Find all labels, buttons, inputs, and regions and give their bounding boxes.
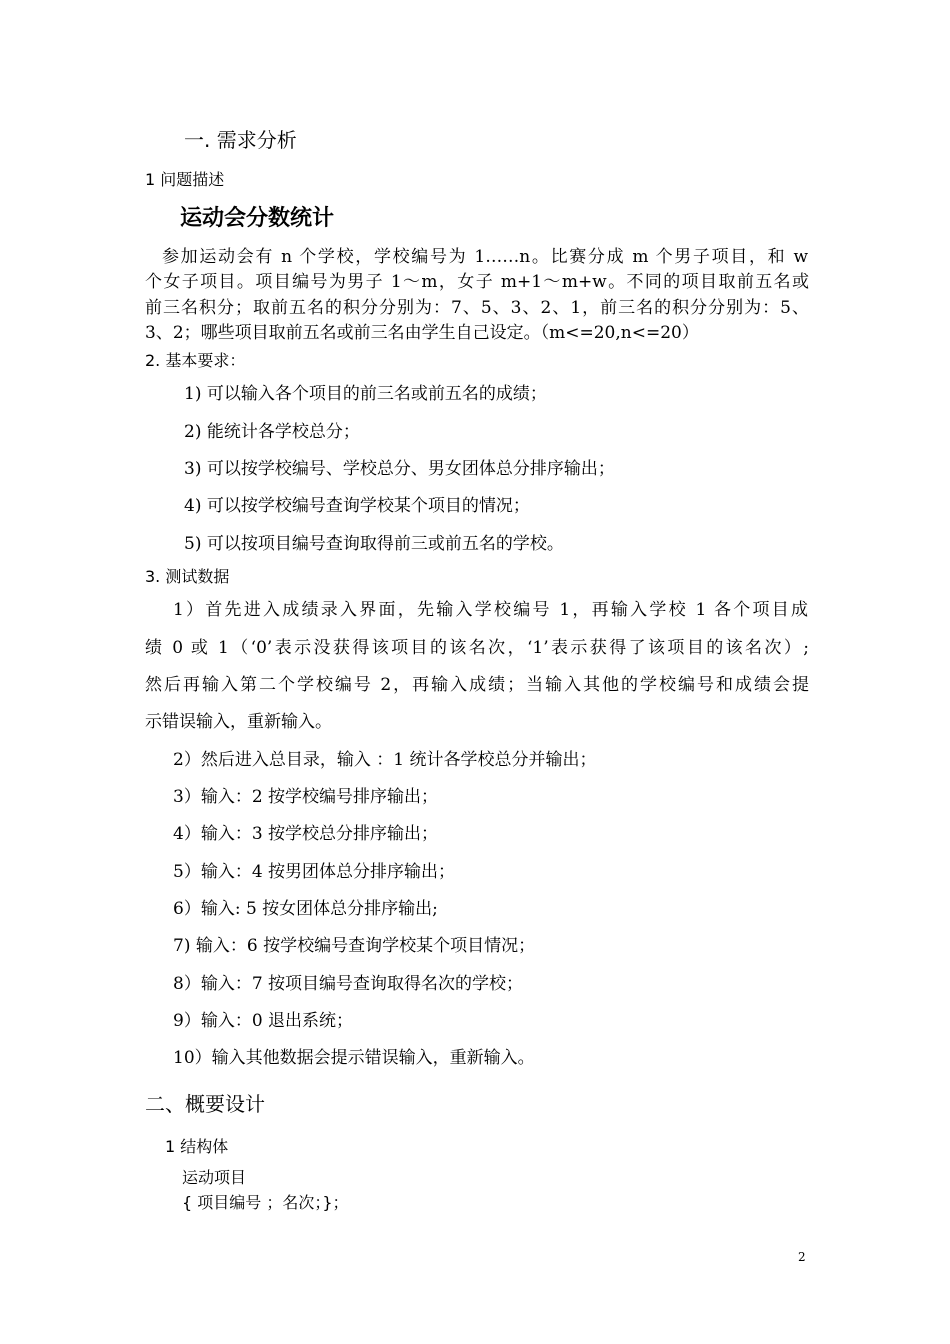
requirement-item: 3) 可以按学校编号、学校总分、男女团体总分排序输出； [184,459,615,479]
test-item: 3）输入：2 按学校编号排序输出； [173,787,439,807]
desc-line-2: 个女子项目。项目编号为男子 1～m，女子 m+1～m+w。不同的项目取前五名或 [145,272,809,292]
requirement-item: 4) 可以按学校编号查询学校某个项目的情况； [184,496,530,516]
test-item: 9）输入：0 退出系统； [173,1011,354,1031]
subsection-basic-requirements: 2. 基本要求： [145,351,246,370]
test-item: 7) 输入：6 按学校编号查询学校某个项目情况； [173,936,536,956]
test-item: 5）输入：4 按男团体总分排序输出； [173,862,456,882]
subsection-struct: 1 结构体 [165,1137,229,1156]
section-heading-2: 二、概要设计 [145,1092,265,1116]
section-heading-1: 一. 需求分析 [184,128,297,152]
test-item: 6）输入: 5 按女团体总分排序输出; [173,899,438,919]
struct-name: 运动项目 [182,1168,247,1187]
document-title: 运动会分数统计 [180,206,335,231]
test-para-line-4: 示错误输入，重新输入。 [145,712,332,732]
test-para-line-3: 然后再输入第二个学校编号 2，再输入成绩；当输入其他的学校编号和成绩会提 [145,675,809,695]
requirement-item: 1) 可以输入各个项目的前三名或前五名的成绩； [184,384,547,404]
requirement-item: 2) 能统计各学校总分； [184,422,360,442]
test-para-line-1: 1）首先进入成绩录入界面，先输入学校编号 1，再输入学校 1 各个项目成 [173,600,808,620]
desc-line-4: 3、2；哪些项目取前五名或前三名由学生自己设定。（m<=20,n<=20） [145,323,699,343]
subsection-test-data: 3. 测试数据 [145,567,230,586]
test-item: 10）输入其他数据会提示错误输入，重新输入。 [173,1048,535,1068]
struct-body: { 项目编号 ；名次；}； [182,1193,349,1212]
requirement-item: 5) 可以按项目编号查询取得前三或前五名的学校。 [184,534,564,554]
test-item: 8）输入：7 按项目编号查询取得名次的学校； [173,974,524,994]
page-number: 2 [798,1250,806,1264]
desc-line-3: 前三名积分；取前五名的积分分别为：7、5、3、2、1，前三名的积分分别为：5、 [145,298,809,318]
subsection-problem-description: 1 问题描述 [145,170,225,189]
test-item: 4）输入：3 按学校总分排序输出； [173,824,439,844]
test-para-line-2: 绩 0 或 1（‘0’表示没获得该项目的该名次，‘1’表示获得了该项目的该名次）; [145,638,809,658]
desc-line-1: 参加运动会有 n 个学校，学校编号为 1……n。比赛分成 m 个男子项目，和 w [162,247,808,267]
test-item: 2）然后进入总目录，输入 ：1 统计各学校总分并输出； [173,750,597,770]
